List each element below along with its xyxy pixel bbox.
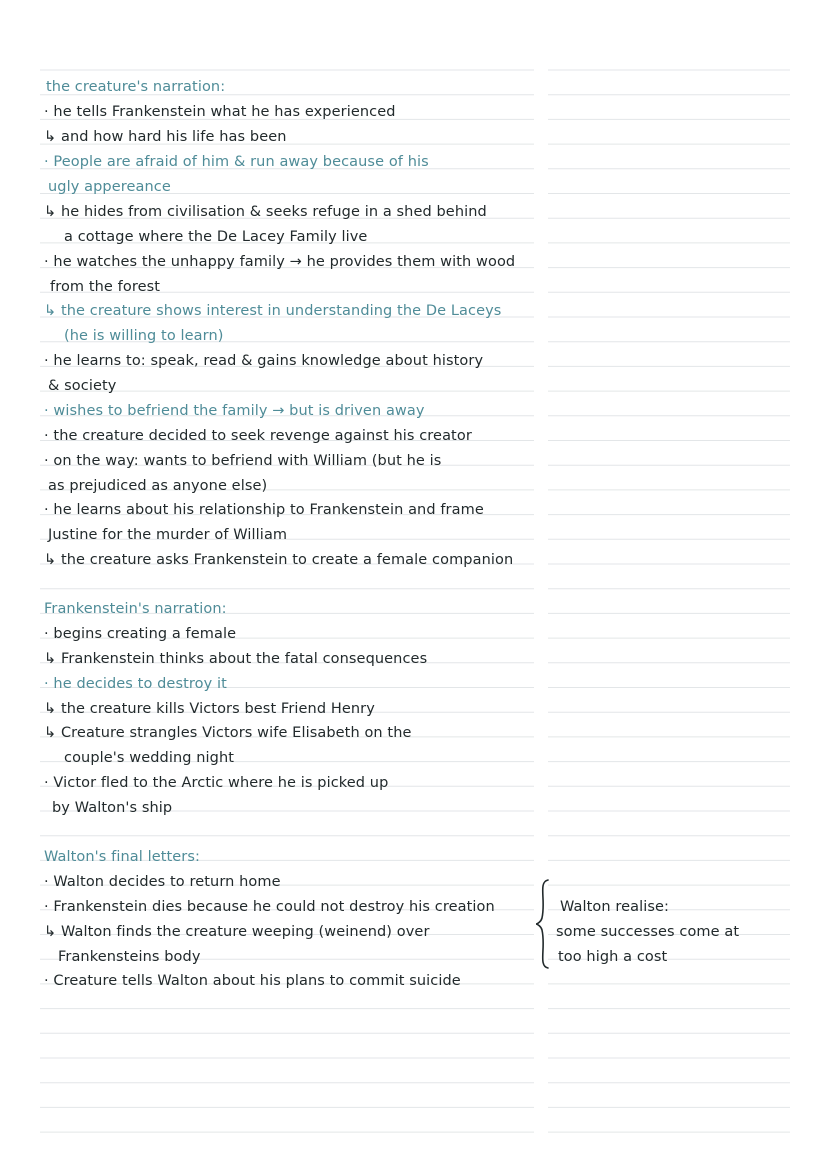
creature-line: · People are afraid of him & run away because of his <box>44 154 429 170</box>
frankenstein-line: · he decides to destroy it <box>44 676 227 692</box>
walton-line: · Frankenstein dies because he could not destroy his creation <box>44 899 495 915</box>
creature-line: & society <box>48 378 117 394</box>
creature-line: (he is willing to learn) <box>64 328 224 344</box>
walton-line: · Walton decides to return home <box>44 874 281 890</box>
creature-line: · wishes to befriend the family → but is driven away <box>44 403 425 419</box>
creature-line: · he learns to: speak, read & gains knowledge about history <box>44 353 484 369</box>
frankenstein-line: ↳ the creature kills Victors best Friend Henry <box>44 701 375 717</box>
creature-line: a cottage where the De Lacey Family live <box>64 229 368 245</box>
frankenstein-line: couple's wedding night <box>64 750 235 766</box>
creature-line: as prejudiced as anyone else) <box>48 478 268 494</box>
frankenstein-line: ↳ Frankenstein thinks about the fatal consequences <box>44 651 428 667</box>
creature-heading: the creature's narration: <box>46 79 226 95</box>
side-note-line: too high a cost <box>558 949 668 965</box>
creature-line: ↳ he hides from civilisation & seeks refuge in a shed behind <box>44 204 487 220</box>
creature-line: · he tells Frankenstein what he has experienced <box>44 104 396 120</box>
walton-line: Frankensteins body <box>58 949 201 965</box>
curly-brace-icon <box>534 878 554 970</box>
walton-line: · Creature tells Walton about his plans to commit suicide <box>44 973 461 989</box>
frankenstein-line: · Victor fled to the Arctic where he is picked up <box>44 775 389 791</box>
creature-line: ↳ and how hard his life has been <box>44 129 287 145</box>
creature-line: from the forest <box>50 279 161 295</box>
side-note-line: some successes come at <box>556 924 740 940</box>
creature-line: · he watches the unhappy family → he provides them with wood <box>44 254 516 270</box>
creature-line: Justine for the murder of William <box>48 527 288 543</box>
creature-line: ugly appereance <box>48 179 171 195</box>
walton-line: ↳ Walton finds the creature weeping (weinend) over <box>44 924 430 940</box>
frankenstein-line: by Walton's ship <box>52 800 173 816</box>
creature-line: · he learns about his relationship to Frankenstein and frame <box>44 502 484 518</box>
side-note-line: Walton realise: <box>560 899 670 915</box>
frankenstein-line: ↳ Creature strangles Victors wife Elisabeth on the <box>44 725 412 741</box>
frankenstein-line: · begins creating a female <box>44 626 237 642</box>
creature-line: · on the way: wants to befriend with William (but he is <box>44 453 442 469</box>
walton-heading: Walton's final letters: <box>44 849 201 865</box>
creature-line: ↳ the creature asks Frankenstein to create a female companion <box>44 552 514 568</box>
frankenstein-heading: Frankenstein's narration: <box>44 601 227 617</box>
creature-line: · the creature decided to seek revenge against his creator <box>44 428 472 444</box>
creature-line: ↳ the creature shows interest in understanding the De Laceys <box>44 303 502 319</box>
